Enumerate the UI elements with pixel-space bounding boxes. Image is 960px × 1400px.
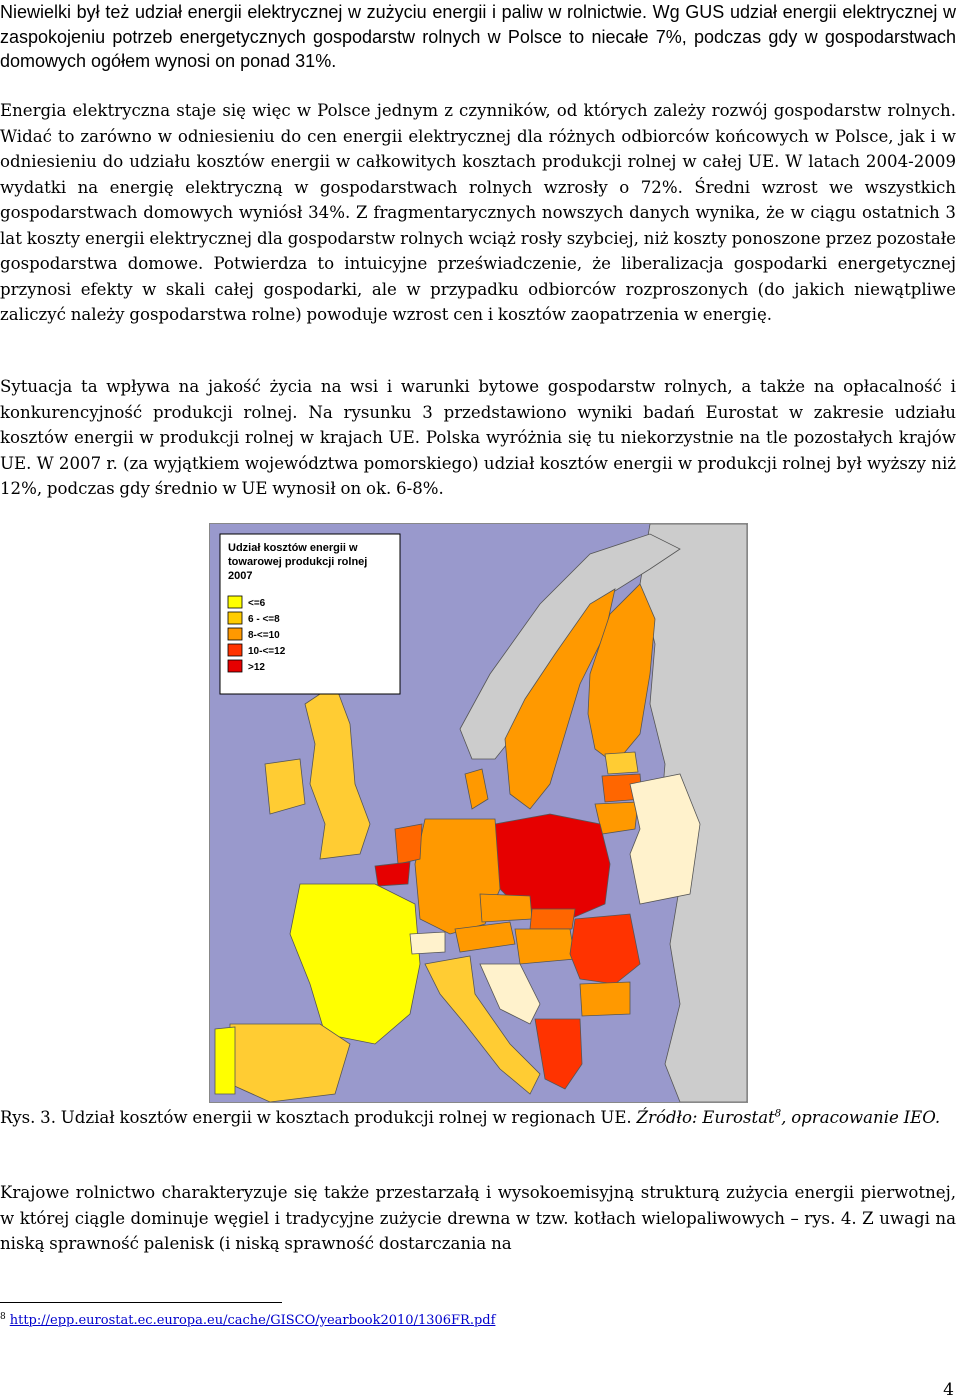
region-belgium [375,862,410,886]
footnote-separator [0,1302,282,1303]
page-number: 4 [943,1380,954,1400]
legend-label-1: 6 - <=8 [248,614,280,625]
map-title-line-1: Udział kosztów energii w [228,542,358,554]
legend-swatch-2 [228,628,242,640]
caption-source: Źródło: Eurostat [636,1108,775,1127]
caption-prefix: Rys. 3. Udział kosztów energii w kosztach produkcji rolnej w regionach UE. [0,1108,637,1127]
region-netherlands [395,824,422,864]
caption-suffix: , opracowanie IEO. [781,1108,941,1127]
map-title-line-3: 2007 [228,570,253,582]
region-hungary [515,929,575,964]
region-czech [480,894,532,922]
legend-swatch-3 [228,644,242,656]
legend-swatch-0 [228,596,242,608]
legend-label-3: 10-<=12 [248,646,286,657]
legend-label-4: >12 [248,662,265,673]
paragraph-electricity-share: Niewielki był też udział energii elektrycznej w zużyciu energii i paliw w rolnictwie. Wg GUS udział energii elektrycznej w zaspokojeniu potrzeb energetycznych gospodarstw rolnych w Polsce to niecałe 7%, podczas gdy w gospodarstwach domowych ogółem wynosi on ponad 31%. [0,2,956,71]
eu-energy-cost-map [209,523,748,1103]
footnote-link[interactable]: http://epp.eurostat.ec.europa.eu/cache/GISCO/yearbook2010/1306FR.pdf [9,1313,496,1328]
region-bulgaria [580,982,630,1016]
region-portugal [215,1027,235,1094]
region-slovakia [530,909,575,929]
paragraph-energy-factor: Energia elektryczna staje się więc w Polsce jednym z czynników, od których zależy rozwój gospodarstw rolnych. Widać to zarówno w odniesieniu do cen energii elektrycznej dla różnych odbiorców końcowych w Polsce, jak i w odniesieniu do udziału kosztów energii w całkowitych kosztach produkcji rolnej w całej UE. W latach 2004-2009 wydatki na energię elektryczną w gospodarstwach rolnych wzrosły o 72%. Średni wzrost we wszystkich gospodarstwach domowych wyniósł 34%. Z fragmentarycznych nowszych danych wynika, że w ciągu ostatnich 3 lat koszty energii elektrycznej dla gospodarstw rolnych wciąż rosły szybciej, niż koszty ponoszone przez pozostałe gospodarstwa domowe. Potwierdza to intuicyjne przeświadczenie, że liberalizacja gospodarki energetycznej przynosi efekty w skali całej gospodarki, ale w przypadku odbiorców rozproszonych (do jakich niewątpliwe zaliczyć należy gospodarstwa rolne) powoduje wzrost cen i kosztów zaopatrzenia w energię. [0,101,956,324]
map-title-line-2: towarowej produkcji rolnej [228,556,368,568]
region-switzerland [410,932,445,954]
region-estonia [605,752,638,774]
legend-swatch-1 [228,612,242,624]
footnote [0,1312,495,1330]
region-spain [230,1024,350,1102]
legend-label-0: <=6 [248,598,266,609]
legend-swatch-4 [228,660,242,672]
legend-label-2: 8-<=10 [248,630,280,641]
footnote-number: 8 [0,1311,6,1322]
caption-source-footnote-ref[interactable]: 8 [774,1108,782,1120]
paragraph-energy-structure: Krajowe rolnictwo charakteryzuje się także przestarzałą i wysokoemisyjną strukturą zużycia energii pierwotnej, w której ciągle dominuje węgiel i tradycyjne zużycie drewna w tzw. kotłach wielopaliwowych – rys. 4. Z uwagi na niską sprawność palenisk (i niską sprawność dostarczania na [0,1183,956,1253]
figure-caption [0,1105,956,1131]
paragraph-quality-of-life: Sytuacja ta wpływa na jakość życia na wsi i warunki bytowe gospodarstw rolnych, a także na opłacalność i konkurencyjność produkcji rolnej. Na rysunku 3 przedstawiono wyniki badań Eurostat w zakresie udziału kosztów energii w produkcji rolnej w krajach UE. Polska wyróżnia się tu niekorzystnie na tle pozostałych krajów UE. W 2007 r. (za wyjątkiem województwa pomorskiego) udział kosztów energii w produkcji rolnej był wyższy niż 12%, podczas gdy średnio w UE wynosił on ok. 6-8%. [0,377,956,498]
region-ireland [265,759,305,814]
